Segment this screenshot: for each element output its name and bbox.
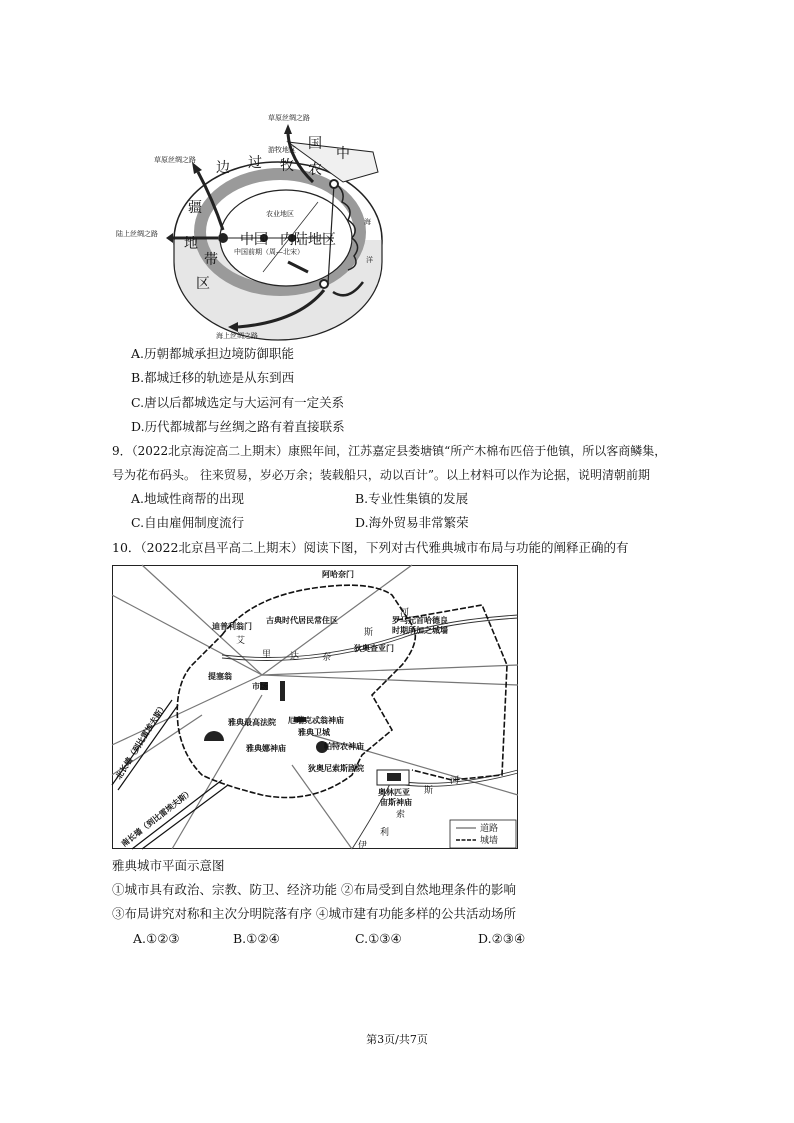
svg-text:里: 里 xyxy=(262,650,272,660)
label-diochares-gate: 狄奥查亚门 xyxy=(354,644,394,653)
legend-wall: 城墙 xyxy=(480,836,499,846)
svg-text:带: 带 xyxy=(204,252,218,268)
q9-stem-line2: 号为花布码头。 往来贸易，岁必万余；装载船只，动以百计”。以上材料可以作为论据，说明清朝前期 xyxy=(112,468,650,482)
svg-text:疆: 疆 xyxy=(188,200,202,216)
label-erechtheion: 厄瑞克忒翁神庙 xyxy=(288,716,344,725)
label-roman-wall-1: 罗马元首哈德良 xyxy=(392,616,448,625)
label-parthenon: 帕特农神庙 xyxy=(324,742,364,751)
svg-text:斯: 斯 xyxy=(424,786,434,796)
label-acharnian-gate: 阿哈奈门 xyxy=(322,570,354,579)
page-footer: 第3页/共7页 xyxy=(366,1033,428,1046)
q10-stem: 10．（2022北京昌平高二上期末）阅读下图，下列对古代雅典城市布局与功能的阐释正确的有 xyxy=(112,540,629,555)
label-areopagus: 雅典最高法院 xyxy=(228,718,276,727)
label-olympieion-2: 宙斯神庙 xyxy=(380,798,412,807)
q9-option-b[interactable]: B.专业性集镇的发展 xyxy=(355,491,469,506)
label-north-long-wall: 北长墙（到比雷埃夫斯） xyxy=(114,701,169,782)
svg-text:牧: 牧 xyxy=(280,158,294,174)
svg-text:中: 中 xyxy=(336,146,350,162)
city-point xyxy=(218,233,228,243)
q10-map-caption: 雅典城市平面示意图 xyxy=(112,858,225,873)
q8-option-b[interactable]: B.都城迁移的轨迹是从东到西 xyxy=(131,370,295,385)
svg-text:农: 农 xyxy=(308,162,322,178)
svg-text:洋: 洋 xyxy=(366,256,373,264)
label-dipylon-gate: 迪普利翁门 xyxy=(212,622,252,631)
q8-option-c[interactable]: C.唐以后都城选定与大运河有一定关系 xyxy=(131,395,345,410)
svg-text:奈: 奈 xyxy=(322,653,332,663)
q8-option-a[interactable]: A.历朝都城承担边境防御职能 xyxy=(131,346,295,361)
svg-text:区: 区 xyxy=(322,232,336,248)
svg-text:边: 边 xyxy=(216,160,230,176)
svg-text:国: 国 xyxy=(308,136,322,152)
svg-text:河: 河 xyxy=(400,608,410,618)
capital-migration-diagram xyxy=(116,112,388,344)
label-dionysus-theatre: 狄奥尼索斯剧院 xyxy=(308,764,364,773)
svg-text:区: 区 xyxy=(196,276,210,292)
label-dynasty: 中国前期（周—北宋） xyxy=(234,248,304,256)
q9-option-d[interactable]: D.海外贸易非常繁荣 xyxy=(355,515,469,530)
svg-text:内: 内 xyxy=(280,232,294,248)
label-farm-region: 农业地区 xyxy=(266,210,294,218)
q10-option-c[interactable]: C.①③④ xyxy=(355,931,402,946)
label-tisas: 提塞翁 xyxy=(208,672,232,681)
q8-option-d[interactable]: D.历代都城都与丝绸之路有着直接联系 xyxy=(131,419,345,434)
q10-statements-line2: ③布局讲究对称和主次分明院落有序 ④城市建有功能多样的公共活动场所 xyxy=(112,906,516,921)
svg-text:斯: 斯 xyxy=(364,628,374,638)
svg-text:地: 地 xyxy=(308,232,322,248)
svg-text:中: 中 xyxy=(240,232,254,248)
svg-text:地: 地 xyxy=(184,236,198,252)
label-grassland-route-left: 草原丝绸之路 xyxy=(154,156,196,164)
svg-text:过: 过 xyxy=(248,155,262,171)
label-agora: 市场 xyxy=(252,682,268,691)
q9-stem-line1: 9．（2022北京海淀高二上期末）康熙年间，江苏嘉定县娄塘镇“所产木棉布匹倍于他镇，所以客商鳞集， xyxy=(112,444,667,458)
svg-text:索: 索 xyxy=(396,810,406,820)
svg-text:陆: 陆 xyxy=(294,232,308,248)
q9-option-a[interactable]: A.地域性商帮的出现 xyxy=(131,491,245,506)
q9-option-c[interactable]: C.自由雇佣制度流行 xyxy=(131,515,245,530)
label-grassland-route-top: 草原丝绸之路 xyxy=(268,114,310,122)
label-athena-temple: 雅典娜神庙 xyxy=(246,744,286,753)
label-south-long-wall: 南长墙（到比雷埃夫斯） xyxy=(119,787,195,849)
svg-text:达: 达 xyxy=(290,652,300,662)
q10-option-d[interactable]: D.②③④ xyxy=(478,931,526,946)
svg-text:伊: 伊 xyxy=(358,841,368,851)
label-olympieion-1: 奥林匹亚 xyxy=(378,788,410,797)
svg-text:艾: 艾 xyxy=(236,636,246,646)
q10-statements-line1: ①城市具有政治、宗教、防卫、经济功能 ②布局受到自然地理条件的影响 xyxy=(112,882,516,897)
city-point xyxy=(320,280,328,288)
q10-option-b[interactable]: B.①②④ xyxy=(233,931,280,946)
svg-text:河: 河 xyxy=(450,776,460,786)
svg-text:海: 海 xyxy=(364,218,371,226)
label-acropolis: 雅典卫城 xyxy=(298,728,330,737)
athens-city-map xyxy=(112,565,518,849)
legend-road: 道路 xyxy=(480,824,499,834)
label-sea-route: 海上丝绸之路 xyxy=(216,332,258,340)
svg-text:国: 国 xyxy=(254,232,268,248)
label-roman-wall-2: 时期所加之城墙 xyxy=(392,626,448,635)
q10-option-a[interactable]: A.①②③ xyxy=(133,931,180,946)
label-nomad-region: 游牧地区 xyxy=(268,146,296,154)
label-residence: 古典时代居民常住区 xyxy=(266,616,338,625)
label-land-route: 陆上丝绸之路 xyxy=(116,230,158,238)
city-point xyxy=(330,180,338,188)
svg-text:利: 利 xyxy=(380,828,390,838)
